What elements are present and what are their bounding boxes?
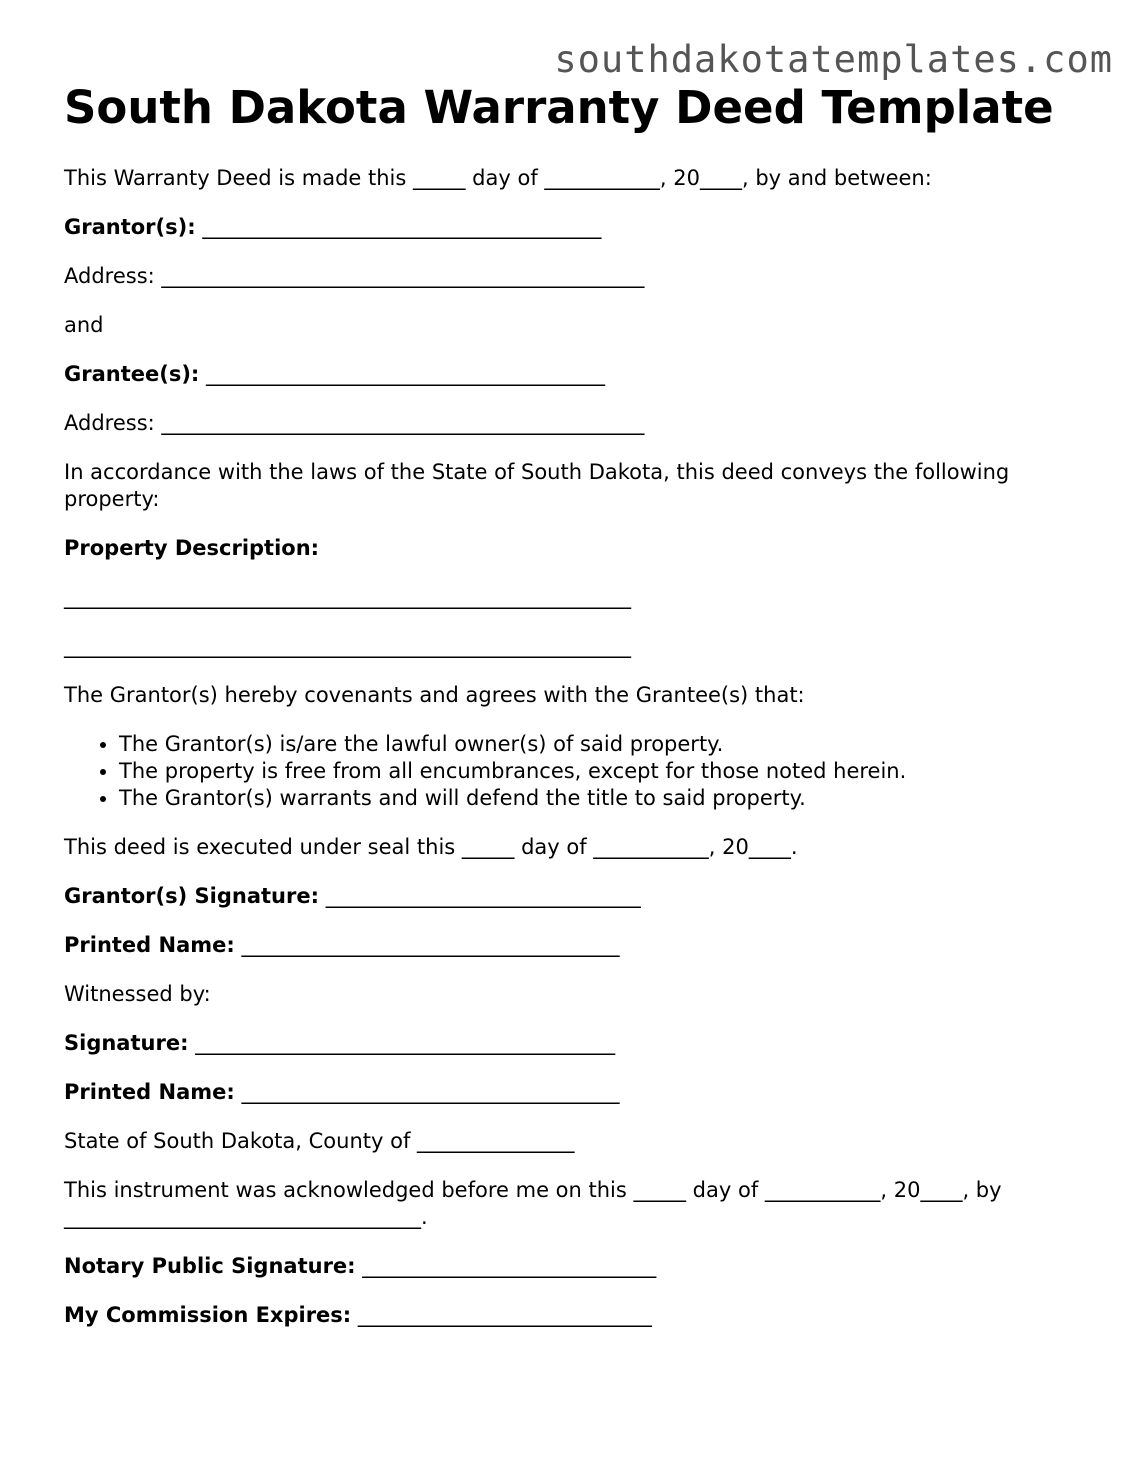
acknowledgment-text[interactable]: This instrument was acknowledged before me on this _____ day of ___________, 20____, by __________________________________. xyxy=(64,1178,1002,1229)
grantee-blank[interactable]: ______________________________________ xyxy=(199,362,606,386)
property-line-1[interactable]: ______________________________________________________ xyxy=(64,585,631,609)
executed-text: This deed is executed under seal this _____ day of ___________, 20____. xyxy=(64,835,798,859)
property-label: Property Description: xyxy=(64,536,320,560)
commission-expires-label: My Commission Expires: xyxy=(64,1303,352,1327)
witness-printed-name-line xyxy=(64,1079,1094,1106)
grantee-label: Grantee(s): xyxy=(64,362,200,386)
witnessed-text: Witnessed by: xyxy=(64,982,211,1006)
grantee-address-line[interactable]: Address: ______________________________________________ xyxy=(64,411,645,435)
covenant-item: • The property is free from all encumbrances, except for those noted herein. xyxy=(119,758,1094,785)
grantor-printed-name-label: Printed Name: xyxy=(64,933,235,957)
grantee-line xyxy=(64,361,1094,388)
and-text: and xyxy=(64,313,104,337)
grantor-signature-line xyxy=(64,883,1094,910)
grantor-signature-blank[interactable]: ______________________________ xyxy=(319,884,641,908)
property-line-2[interactable]: ______________________________________________________ xyxy=(64,634,631,658)
grantor-printed-name-line xyxy=(64,932,1094,959)
grantor-signature-label: Grantor(s) Signature: xyxy=(64,884,320,908)
intro-text: This Warranty Deed is made this _____ day of ___________, 20____, by and between: xyxy=(64,166,932,190)
county-line[interactable]: State of South Dakota, County of _______________ xyxy=(64,1129,575,1153)
witness-signature-label: Signature: xyxy=(64,1031,189,1055)
page-title: South Dakota Warranty Deed Template xyxy=(64,81,1054,134)
covenant-item: • The Grantor(s) warrants and will defend the title to said property. xyxy=(119,785,1094,812)
covenant-list xyxy=(64,731,1094,812)
covenant-item: • The Grantor(s) is/are the lawful owner(s) of said property. xyxy=(119,731,1094,758)
document-page xyxy=(64,82,1094,1329)
witness-printed-name-label: Printed Name: xyxy=(64,1080,235,1104)
notary-signature-label: Notary Public Signature: xyxy=(64,1254,356,1278)
conveyance-text: In accordance with the laws of the State of South Dakota, this deed conveys the following property: xyxy=(64,460,1010,511)
grantor-label: Grantor(s): xyxy=(64,215,196,239)
witness-printed-name-blank[interactable]: ____________________________________ xyxy=(234,1080,620,1104)
grantor-line xyxy=(64,214,1094,241)
commission-expires-line xyxy=(64,1302,1094,1329)
notary-signature-line xyxy=(64,1253,1094,1280)
notary-signature-blank[interactable]: ____________________________ xyxy=(355,1254,657,1278)
grantor-address-line[interactable]: Address: ______________________________________________ xyxy=(64,264,645,288)
property-description-label xyxy=(64,535,1094,562)
grantor-blank[interactable]: ______________________________________ xyxy=(195,215,602,239)
commission-expires-blank[interactable]: ____________________________ xyxy=(351,1303,652,1327)
witness-signature-blank[interactable]: ________________________________________ xyxy=(188,1031,616,1055)
witness-signature-line xyxy=(64,1030,1094,1057)
watermark: southdakotatemplates.com xyxy=(554,38,1113,81)
grantor-printed-name-blank[interactable]: ____________________________________ xyxy=(234,933,620,957)
covenant-intro: The Grantor(s) hereby covenants and agrees with the Grantee(s) that: xyxy=(64,683,805,707)
